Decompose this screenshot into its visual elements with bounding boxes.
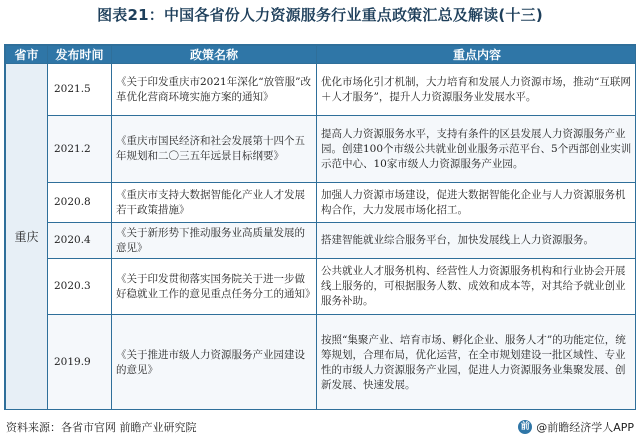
column-header-date: 发布时间 — [48, 46, 112, 64]
app-credit — [518, 419, 634, 435]
column-header-policy: 政策名称 — [112, 46, 317, 64]
table-row — [6, 259, 637, 315]
policy-table — [5, 45, 636, 410]
policy-name-cell: 《关于推进市级人力资源服务产业园建设的意见》 — [112, 315, 317, 411]
policy-content-cell: 按照“集聚产业、培育市场、孵化企业、服务人才”的功能定位，统筹规划，合理布局，优化运营，在全市规划建设一批区域性、专业性的市级人力资源服务产业园，促进人力资源服务业集聚发展、创新发展、快速发展。 — [317, 315, 637, 411]
policy-name-cell: 《关于印发贯彻落实国务院关于进一步做好稳就业工作的意见重点任务分工的通知》 — [112, 259, 317, 315]
policy-name-cell: 《重庆市国民经济和社会发展第十四个五年规划和二〇三五年远景目标纲要》 — [112, 116, 317, 183]
app-credit-label: @前瞻经济学人APP — [536, 421, 634, 434]
policy-name-cell: 《关于印发重庆市2021年深化“放管服”改革优化营商环境实施方案的通知》 — [112, 64, 317, 116]
policy-name-cell: 《关于新形势下推动服务业高质量发展的意见》 — [112, 223, 317, 259]
page-title: 图表21：中国各省份人力资源服务行业重点政策汇总及解读(十三) — [97, 6, 543, 24]
date-cell: 2020.4 — [48, 223, 112, 259]
date-cell: 2021.2 — [48, 116, 112, 183]
table-row — [6, 183, 637, 223]
table-row — [6, 64, 637, 116]
brand-logo-icon: 前 — [518, 420, 532, 434]
source-note: 资料来源：各省市官网 前瞻产业研究院 — [6, 421, 197, 434]
column-header-province: 省市 — [6, 46, 48, 64]
policy-name-cell: 《重庆市支持大数据智能化产业人才发展若干政策措施》 — [112, 183, 317, 223]
policy-content-cell: 优化市场化引才机制，大力培育和发展人力资源市场，推动“互联网＋人才服务”，提升人力资源服务业发展水平。 — [317, 64, 637, 116]
date-cell: 2020.8 — [48, 183, 112, 223]
policy-content-cell: 搭建智能就业综合服务平台，加快发展线上人力资源服务。 — [317, 223, 637, 259]
footer — [6, 416, 634, 438]
province-cell: 重庆 — [6, 64, 48, 411]
date-cell: 2020.3 — [48, 259, 112, 315]
column-header-content: 重点内容 — [317, 46, 637, 64]
table-row — [6, 116, 637, 183]
table-row — [6, 223, 637, 259]
table-header-row — [6, 46, 637, 64]
policy-table-container — [4, 44, 636, 410]
policy-content-cell: 提高人力资源服务水平，支持有条件的区县发展人力资源服务产业园。创建100个市级公共就业创业服务示范平台、5个西部创业实训示范中心、10家市级人力资源服务产业园。 — [317, 116, 637, 183]
policy-content-cell: 加强人力资源市场建设，促进大数据智能化企业与人力资源服务机构合作，大力发展市场化招工。 — [317, 183, 637, 223]
date-cell: 2019.9 — [48, 315, 112, 411]
date-cell: 2021.5 — [48, 64, 112, 116]
table-row — [6, 315, 637, 411]
policy-content-cell: 公共就业人才服务机构、经营性人力资源服务机构和行业协会开展线上服务的，可根据服务人数、成效和成本等，对其给予就业创业服务补助。 — [317, 259, 637, 315]
